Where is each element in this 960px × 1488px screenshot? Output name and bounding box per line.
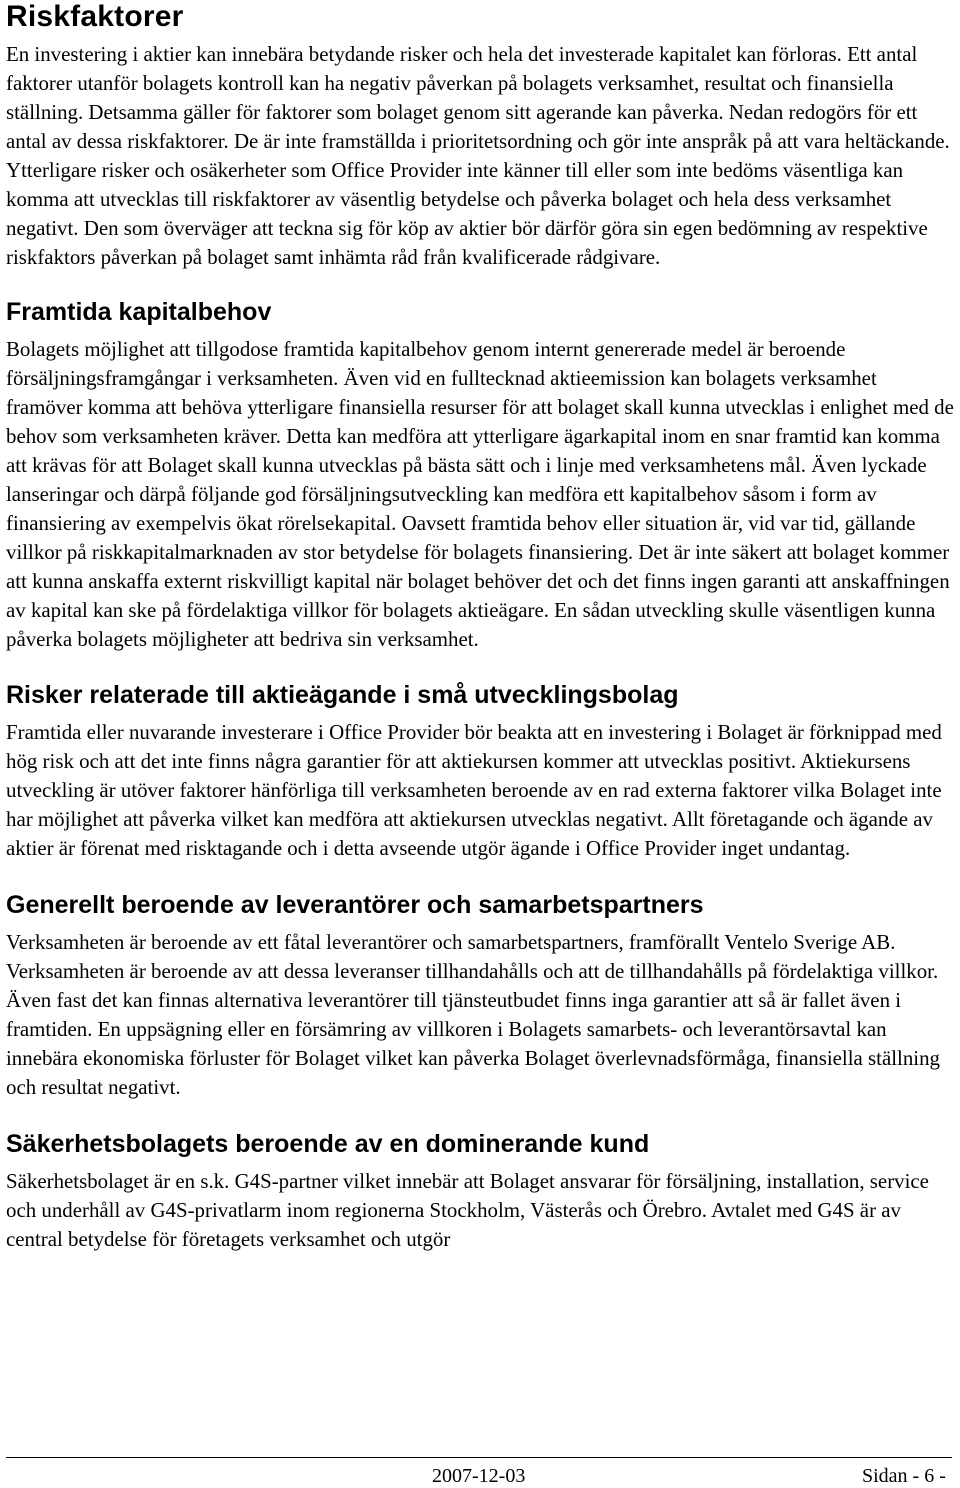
- section-heading-supplier-dependence: Generellt beroende av leverantörer och samarbetspartners: [6, 891, 704, 919]
- section-heading-dominant-customer: Säkerhetsbolagets beroende av en dominerande kund: [6, 1130, 650, 1158]
- footer-page-number: Sidan - 6 -: [862, 1465, 946, 1487]
- document-page: [6, 0, 954, 1254]
- intro-paragraph: En investering i aktier kan innebära betydande risker och hela det investerade kapitalet kan förloras. Ett antal faktorer utanför bolagets kontroll kan ha negativ påverkan på bolagets verksamhet, resultat och finansiella ställning. Detsamma gäller för faktorer som bolaget genom sitt agerande kan påverka. Nedan redogörs för ett antal av dessa riskfaktorer. De är inte framställda i prioritetsordning och gör inte anspråk på att vara heltäckande. Ytterligare risker och osäkerheter som Office Provider inte känner till eller som inte bedöms väsentliga kan komma att utvecklas till riskfaktorer av väsentlig betydelse och påverka bolaget och hela dess verksamhet negativt. Den som överväger att teckna sig för köp av aktier bör därför göra sin egen bedömning av respektive riskfaktors påverkan på bolaget samt inhämta råd från kvalificerade rådgivare.: [6, 42, 950, 269]
- section-body-capital-needs: Bolagets möjlighet att tillgodose framtida kapitalbehov genom internt genererade medel är beroende försäljningsframgångar i verksamheten. Även vid en fulltecknad aktieemission kan bolagets verksamhet framöver komma att behöva ytterligare finansiella resurser för att bolaget skall kunna utvecklas i enlighet med de behov som verksamheten kräver. Detta kan medföra att ytterligare ägarkapital inom en snar framtid kan komma att krävas för att Bolaget skall kunna utvecklas på bästa sätt och i linje med verksamhetens mål. Även lyckade lanseringar och därpå följande god försäljningsutveckling kan medföra ett kapitalbehov såsom i form av finansiering av exempelvis ökat rörelsekapital. Oavsett framtida behov eller situation är, vid var tid, gällande villkor på riskkapitalmarknaden av stor betydelse för bolagets finansiering. Det är inte säkert att bolaget kommer att kunna anskaffa externt riskvilligt kapital när bolaget behöver det och det finns ingen garanti att anskaffningen av kapital kan ske på fördelaktiga villkor för bolagets aktieägare. En sådan utveckling skulle väsentligen kunna påverka bolagets möjligheter att bedriva sin verksamhet.: [6, 337, 954, 651]
- section-heading-capital-needs: Framtida kapitalbehov: [6, 298, 272, 326]
- page-footer: [0, 1464, 960, 1488]
- section-body-share-ownership-risks: Framtida eller nuvarande investerare i Office Provider bör beakta att en investering i Bolaget är förknippad med hög risk och att det inte finns några garantier för att aktiekursen kommer att utvecklas positivt. Aktiekursens utveckling är utöver faktorer hänförliga till verksamheten beroende av en rad externa faktorer vilka Bolaget inte har möjlighet att påverka vilket kan medföra att aktiekursen utvecklas negativt. Allt företagande och ägande av aktier är förenat med risktagande och i detta avseende utgör ägande i Office Provider inget undantag.: [6, 720, 942, 860]
- section-body-supplier-dependence: Verksamheten är beroende av ett fåtal leverantörer och samarbetspartners, framförallt Ventelo Sverige AB. Verksamheten är beroende av att dessa leveranser tillhandahålls och att de tillhandahålls på fördelaktiga villkor. Även fast det kan finnas alternativa leverantörer till tjänsteutbudet finns inga garantier att så är fallet även i framtiden. En uppsägning eller en försämring av villkoren i Bolagets samarbets- och leverantörsavtal kan innebära ekonomiska förluster för Bolaget vilket kan påverka Bolaget överlevnadsförmåga, finansiella ställning och resultat negativt.: [6, 930, 940, 1099]
- footer-divider: [6, 1457, 952, 1458]
- page-title: Riskfaktorer: [6, 0, 184, 33]
- section-heading-share-ownership-risks: Risker relaterade till aktieägande i små utvecklingsbolag: [6, 681, 679, 709]
- section-body-dominant-customer: Säkerhetsbolaget är en s.k. G4S-partner vilket innebär att Bolaget ansvarar för försäljning, installation, service och underhåll av G4S-privatlarm inom regionerna Stockholm, Västerås och Örebro. Avtalet med G4S är av central betydelse för företagets verksamhet och utgör: [6, 1169, 929, 1251]
- footer-date: 2007-12-03: [432, 1465, 526, 1487]
